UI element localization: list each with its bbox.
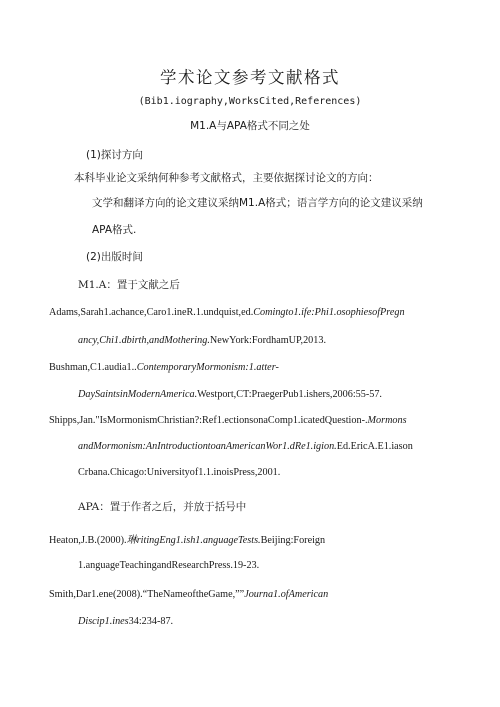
mla-ref-2-line-2 <box>78 389 382 400</box>
ref-text: Shipps,Jan."IsMormonismChristian?:Ref1.ectionsonaComp1.icatedQuestion-. <box>49 415 368 426</box>
ref-italic-text: Comingto1.ife:Phi1.osophiesofPregn <box>253 307 405 318</box>
ref-italic-text: Mormons <box>367 415 407 426</box>
mla-label: M1.A：置于文献之后 <box>78 279 180 291</box>
ref-italic-text: Journa1.ofAmerican <box>244 589 329 600</box>
ref-italic-text: Discip1.ines <box>78 616 129 627</box>
apa-label: APA：置于作者之后，并放于括号中 <box>78 501 247 513</box>
apa-ref-1-line-2 <box>78 560 259 571</box>
ref-text: 1.anguageTeachingandResearchPress.19-23. <box>78 560 260 571</box>
ref-text: 34:234-87. <box>128 616 174 627</box>
apa-ref-1-line-1 <box>49 531 325 546</box>
section-heading: M1.A与APA格式不同之处 <box>190 120 310 132</box>
ref-italic-text: ContemporaryMormonism:1.atter- <box>136 362 279 373</box>
ref-text: Westport,CT:PraegerPub1.ishers,2006:55-57. <box>197 389 382 400</box>
ref-text: Adams,Sarah1.achance,Caro1.ineR.1.undquist,ed. <box>49 307 254 318</box>
ref-text: Bushman,C1.audia1.. <box>49 362 137 373</box>
mla-ref-2-line-1 <box>49 362 279 373</box>
mla-ref-3-line-2 <box>78 441 413 452</box>
ref-text: Ed.EricA.E1.iason <box>336 441 413 452</box>
ref-text: NewYork:FordhamUP,2013. <box>209 335 327 346</box>
page-title: 学术论文参考文献格式 <box>160 68 340 87</box>
section1-rule-line2: APA格式. <box>92 224 137 236</box>
page-subtitle: (Bib1.iography,WorksCited,References) <box>138 96 362 107</box>
ref-italic-text: ancy,Chi1.dbirth,andMothering. <box>78 335 210 346</box>
mla-ref-3-line-3 <box>78 467 280 478</box>
section1-intro: 本科毕业论文采纳何种参考文献格式，主要依据探讨论文的方向： <box>74 172 379 184</box>
section1-rule-line1: 文学和翻译方向的论文建议采纳M1.A格式；语言学方向的论文建议采纳 <box>92 197 423 209</box>
ref-italic-text: DaySaintsinModernAmerica. <box>78 389 198 400</box>
ref-text: Crbana.Chicago:Universityof1.1.inoisPress,2001. <box>78 467 281 478</box>
ref-italic-text: 琳ritingEng1.ish1.anguageTests. <box>126 535 261 546</box>
mla-ref-1-line-1 <box>49 307 405 318</box>
section2-label: (2)出版时间 <box>86 251 143 263</box>
ref-text: Heaton,J.B.(2000). <box>49 535 127 546</box>
apa-ref-2-line-1 <box>49 589 328 600</box>
mla-ref-1-line-2 <box>78 335 326 346</box>
ref-italic-text: andMormonism:AnIntroductiontoanAmericanWor1.dRe1.igion. <box>78 441 337 452</box>
apa-ref-2-line-2 <box>78 616 173 627</box>
section1-label: (1)探讨方向 <box>86 149 143 161</box>
ref-text: Smith,Dar1.ene(2008).“TheNameoftheGame,”” <box>49 589 245 600</box>
ref-text: Beijing:Foreign <box>260 535 326 546</box>
mla-ref-3-line-1 <box>49 415 407 426</box>
